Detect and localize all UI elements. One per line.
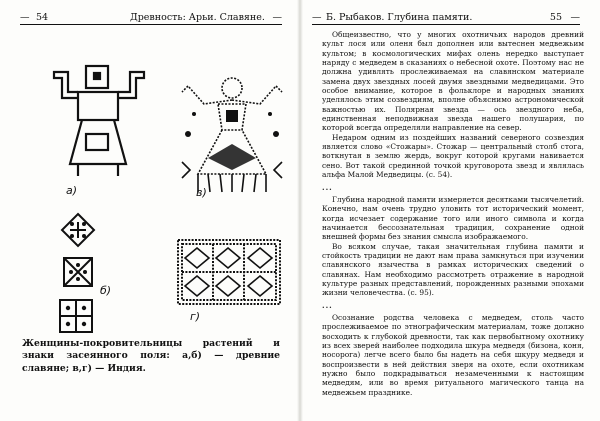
figure-label-b: б) [100, 284, 112, 297]
paragraph-bear-cult: Общеизвестно, что у многих охотничьих народов древний культ лося или оленя был дополнен или вытеснен медвежьим культом; в космологических мифах олень нередко выступает наряду с медведем в сказаниях о небесной охоте. Поэтому нас не должна удивлять прослеживаемая на славянском материале замена двух звездных лосей двумя звездными медведицами. Это особое внимание, которое в фольклоре и народных знаниях уделялось этим созвездиям, вполне объяснимо астрономической важностью их. Полярная звезда — ось звездного неба, единственная неподвижная звезда нашего полушария, по которой всегда определяли направление на север. [322, 30, 584, 133]
left-running-header [20, 12, 282, 25]
figure-caption: Женщины-покровительницы растений и знаки засеянного поля: а,б) — древние славяне; в,г) — Индия. [22, 338, 280, 374]
section-break: ... [322, 182, 333, 192]
paragraph-tradition: Во всяком случае, такая значительная глубина памяти и стойкость традиции не дают нам права замкнуться при изучении славянского язычества в рамках исторических сведений о славянах. Нам необходимо рассмотреть отражение в народной культуре разных представлений, порожденных разными эпохами жизни человечества. (с. 95). [322, 241, 584, 298]
figure-label-a: а) [66, 184, 78, 197]
right-running-title: Б. Рыбаков. Глубина памяти. [326, 12, 473, 23]
figure-a-slavic-goddess [48, 64, 158, 182]
left-page-number: 54 [36, 12, 49, 23]
figure-label-v: в) [196, 186, 207, 199]
left-header-dash-start: — [20, 12, 30, 23]
section-break: ... [322, 300, 333, 310]
figure-v-indian-goddess [178, 74, 286, 196]
paragraph-bear-kinship: Осознание родства человека с медведем, столь часто прослеживаемое по этнографическим материалам, тоже должно восходить к глубокой древности, так как первобытному охотнику из всех зверей наиболее подходила шкура медведя (бизона, коня, носорога) легче всего было бы надеть на себя шкуру медведя и воспроизвести в ней действия зверя на охоте, если охотникам нужно было подкрадываться незамеченными к настоящим медведям, или во время ритуального магического танца на медвежьем празднике. [322, 312, 584, 397]
right-page-number: 55 [549, 12, 562, 23]
paragraph-depth-of-memory: Глубина народной памяти измеряется десятками тысячелетий. Конечно, нам очень трудно уловить тот исторический момент, когда исчезает содержание того или иного символа и когда начинается бессознательная традиция, сохранение одной внешней формы без знания смысла изображаемого. [322, 194, 584, 242]
left-header-dash-end: — [272, 12, 282, 23]
right-body-text [322, 30, 584, 397]
right-header-dash-end: — [570, 12, 580, 23]
figure-b-field-signs [52, 210, 142, 336]
right-page [300, 0, 600, 421]
figure-label-g: г) [190, 310, 201, 323]
left-running-title: Древность: Арьи. Славяне. [130, 12, 265, 23]
figure-g-indian-field-grid [176, 238, 282, 306]
right-header-dash-start: — [312, 12, 322, 23]
right-running-header [312, 12, 580, 25]
paragraph-stozhary: Недаром одним из поздейших названий северного созвездия является слово «Стожары». Стожар — центральный столб стога, воткнутая в землю жердь, вокруг которой кругами навивается сено. Вот такой срединной точкой круговорота звезд и являлась альфа Малой Медведицы. (с. 54). [322, 132, 584, 180]
